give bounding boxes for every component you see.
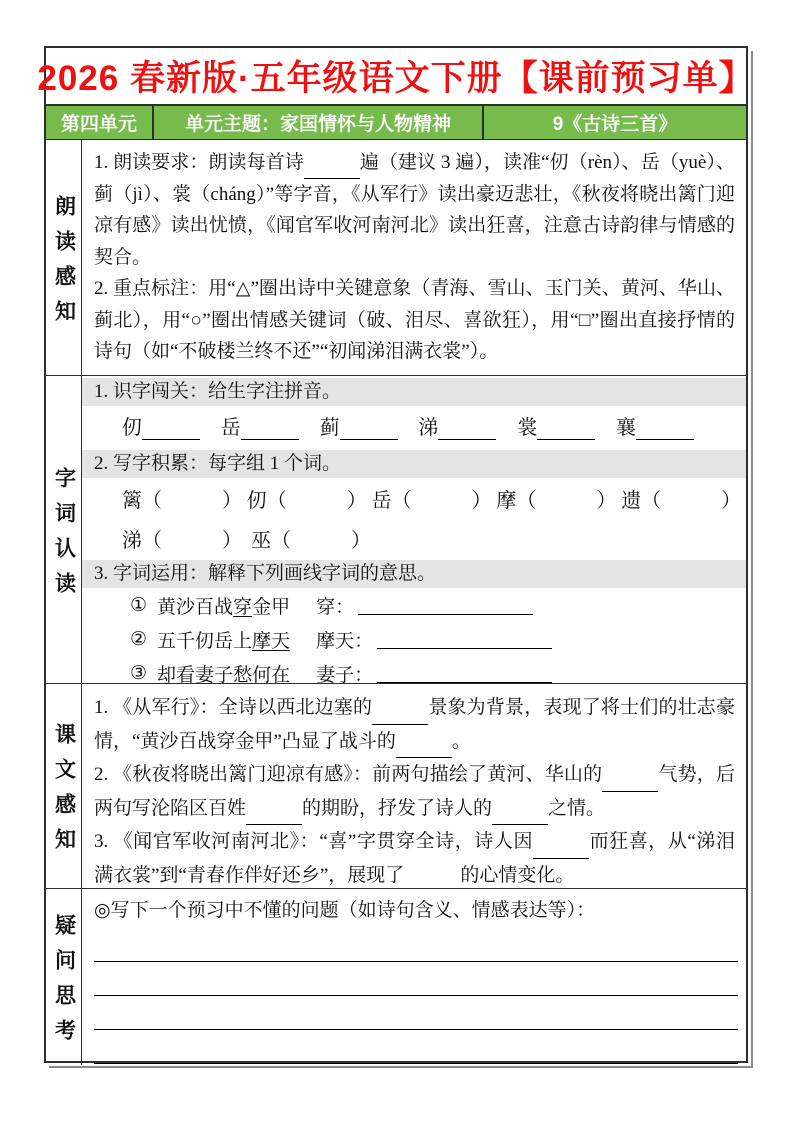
word-fill-item[interactable]: 摩（ ） [496, 489, 617, 512]
word-fill-item[interactable]: 遗（ ） [621, 489, 742, 512]
worksheet-table [46, 139, 746, 1065]
fill-blank[interactable] [492, 805, 548, 825]
section-reading-label: 朗读感知 [46, 140, 82, 375]
fill-blank[interactable] [396, 738, 452, 758]
text-item-2: 2. 《秋夜将晓出篱门迎凉有感》：前两句描绘了黄河、华山的 气势，后两句写沦陷区百姓 的期盼，抒发了诗人的 之情。 [94, 758, 735, 825]
fill-blank[interactable] [602, 772, 658, 792]
fill-blank[interactable] [377, 663, 552, 683]
fill-blank[interactable] [142, 419, 200, 440]
pinyin-item: 襄 [616, 411, 694, 440]
text-item-1: 1. 《从军行》：全诗以西北边塞的 景象为背景，表现了将士们的壮志豪情，“黄沙百战穿金甲”凸显了战斗的 。 [94, 691, 735, 758]
fill-blank[interactable] [537, 419, 595, 440]
section-words-body [82, 376, 746, 683]
reading-item-2: 2. 重点标注：用“△”圈出诗中关键意象（青海、雪山、玉门关、黄河、华山、蓟北），用“○”圈出情感关键词（破、泪尽、喜欲狂），用“□”圈出直接抒情的诗句（如“不破楼兰终不还”“初闻涕泪满衣裳”）。 [94, 278, 735, 362]
poem-phrase: 却看妻子愁何在 [157, 660, 290, 684]
fill-blank[interactable] [636, 419, 694, 440]
fill-blank[interactable] [377, 629, 552, 649]
words-compose-row-1 [82, 478, 746, 518]
section-text-body [82, 684, 746, 888]
section-words [46, 375, 746, 683]
underlined-word: 摩天 [252, 630, 291, 652]
pinyin-item: 裳 [517, 411, 595, 440]
fill-blank[interactable] [246, 805, 302, 825]
pinyin-item: 涕 [418, 411, 496, 440]
pinyin-item: 岳 [221, 411, 299, 440]
word-fill-item[interactable]: 仞（ ） [246, 489, 367, 512]
item-number: ② [130, 628, 148, 650]
section-reading [46, 139, 746, 375]
words-q2-label: 2. 写字积累：每字组 1 个词。 [82, 450, 746, 478]
words-q3-label: 3. 字词运用：解释下列画线字词的意思。 [82, 560, 746, 588]
answer-line[interactable] [94, 928, 738, 962]
fill-blank[interactable] [404, 872, 460, 888]
fill-blank[interactable] [372, 705, 428, 725]
reading-item-1: 1. 朗读要求：朗读每首诗 遍（建议 3 遍），读准“仞（rèn）、岳（yuè）、蓟（jì）、裳（cháng）”等字音，《从军行》读出豪迈悲壮，《秋夜将晓出篱门迎凉有感》读出忧愤，《闻官军收河南河北》读出狂喜，注意古诗韵律与情感的契合。 [94, 152, 735, 268]
explain-item-2 [82, 622, 746, 656]
section-questions-label: 疑问思考 [46, 889, 82, 1065]
lesson-title: 9《古诗三首》 [482, 106, 746, 139]
fill-blank[interactable] [533, 839, 589, 859]
fill-blank[interactable] [304, 159, 360, 179]
word-fill-item[interactable]: 巫（ ） [251, 529, 371, 552]
answer-line[interactable] [94, 996, 738, 1030]
explain-item-3 [82, 656, 746, 683]
section-reading-body [82, 140, 746, 375]
word-fill-item[interactable]: 岳（ ） [371, 489, 492, 512]
explain-ask-label: 穿： [316, 596, 355, 618]
pinyin-item: 仞 [122, 411, 200, 440]
explain-ask-label: 妻子： [316, 664, 374, 683]
explain-item-1 [82, 588, 746, 622]
text-item-3: 3. 《闻官军收河南河北》：“喜”字贯穿全诗，诗人因 而狂喜，从“涕泪满衣裳”到“青春作伴好还乡”，展现了 的心情变化。 [94, 825, 735, 888]
pinyin-item: 蓟 [320, 411, 398, 440]
page-title: 2026 春新版·五年级语文下册【课前预习单】 [37, 59, 755, 98]
answer-line[interactable] [94, 1030, 738, 1064]
worksheet-frame [37, 46, 755, 1063]
explain-ask-label: 摩天： [316, 630, 374, 652]
section-questions-body [82, 889, 746, 1065]
fill-blank[interactable] [438, 419, 496, 440]
unit-number: 第四单元 [60, 114, 137, 135]
section-text-label: 课文感知 [46, 684, 82, 888]
answer-line[interactable] [94, 962, 738, 996]
fill-blank[interactable] [340, 419, 398, 440]
underlined-word: 妻子 [195, 664, 234, 683]
words-pinyin-row [82, 406, 746, 448]
fill-blank[interactable] [358, 595, 533, 615]
section-text [46, 683, 746, 888]
unit-header-bar [46, 104, 746, 139]
unit-theme: 单元主题：家国情怀与人物精神 [152, 106, 482, 139]
item-number: ③ [130, 662, 148, 683]
words-q1-label: 1. 识字闯关：给生字注拼音。 [82, 378, 746, 406]
fill-blank[interactable] [241, 419, 299, 440]
underlined-word: 穿 [233, 596, 253, 618]
item-number: ① [130, 594, 148, 616]
word-fill-item[interactable]: 篱（ ） [122, 489, 242, 512]
poem-phrase: 五千仞岳上摩天 [157, 630, 291, 652]
section-words-label: 字词认读 [46, 376, 82, 683]
section-questions [46, 888, 746, 1065]
words-compose-row-2 [82, 518, 746, 558]
word-fill-item[interactable]: 涕（ ） [122, 529, 242, 552]
poem-phrase: 黄沙百战穿金甲 [157, 596, 291, 618]
question-prompt: ◎写下一个预习中不懂的问题（如诗句含义、情感表达等）： [94, 900, 596, 921]
